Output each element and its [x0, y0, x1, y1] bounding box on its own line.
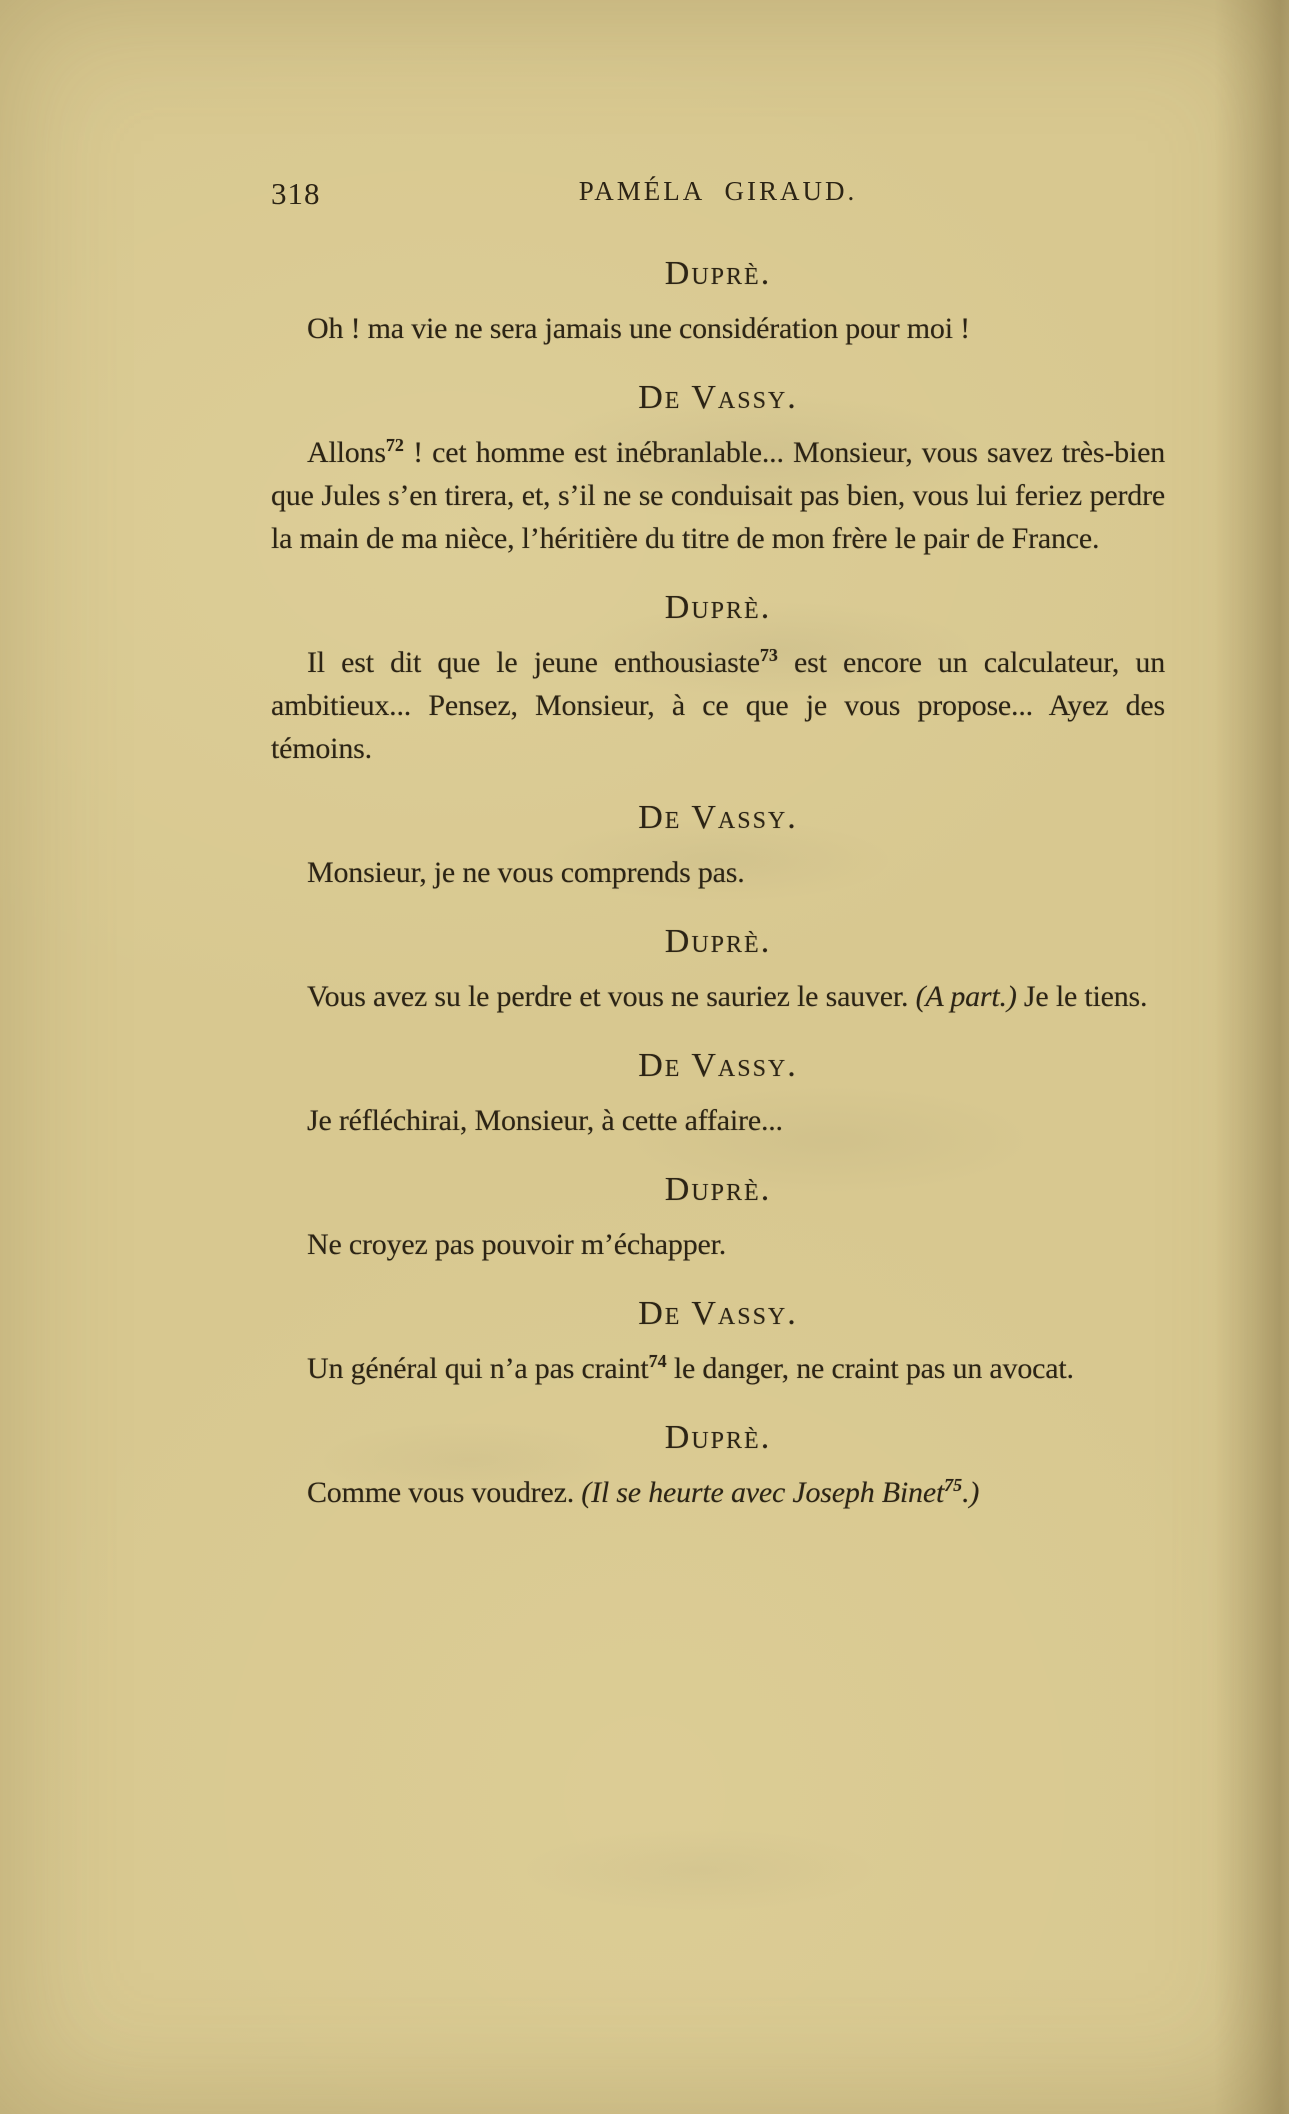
- dialogue-text: Monsieur, je ne vous comprends pas.: [307, 856, 745, 889]
- dialogue-text: Comme vous voudrez.: [307, 1476, 582, 1509]
- footnote-marker: 74: [648, 1351, 667, 1371]
- dialogue-text: Je le tiens.: [1016, 980, 1148, 1013]
- stage-direction: .): [962, 1476, 980, 1509]
- running-title: PAMÉLA GIRAUD.: [578, 176, 858, 206]
- dialogue-line: [271, 851, 1165, 894]
- dialogue-text: Je réfléchirai, Monsieur, à cette affaire...: [307, 1104, 783, 1137]
- speaker-name: Duprè.: [664, 255, 772, 292]
- dialogue-line: [271, 1347, 1165, 1390]
- dialogue-text: le danger, ne craint pas un avocat.: [666, 1352, 1074, 1385]
- dialogue-text: Vous avez su le perdre et vous ne sauriez le sauver.: [307, 980, 916, 1013]
- dialogue-text: Un général qui n’a pas craint: [307, 1352, 649, 1385]
- dialogue-text: Oh ! ma vie ne sera jamais une considération pour moi !: [307, 312, 970, 345]
- dialogue-block: [271, 252, 1165, 1514]
- speaker-name: Duprè.: [664, 923, 772, 960]
- speaker-name: De Vassy.: [638, 1047, 798, 1084]
- dialogue-line: [271, 1223, 1165, 1266]
- speaker-name: Duprè.: [664, 1171, 772, 1208]
- dialogue-text: Ne croyez pas pouvoir m’échapper.: [307, 1228, 727, 1261]
- dialogue-text: Il est dit que le jeune enthousiaste: [307, 646, 760, 679]
- stage-direction: (Il se heurte avec Joseph Binet: [581, 1476, 945, 1509]
- dialogue-line: [271, 307, 1165, 350]
- dialogue-line: [271, 1099, 1165, 1142]
- speaker-name: De Vassy.: [638, 799, 798, 836]
- dialogue-line: [271, 975, 1165, 1018]
- dialogue-text: est encore un calculateur, un ambitieux... Pensez, Monsieur, à ce que je vous propose... Ayez des témoins.: [271, 646, 1165, 765]
- running-head: [271, 176, 1165, 216]
- stage-direction: (A part.): [915, 980, 1017, 1013]
- speaker-name: Duprè.: [664, 1419, 772, 1456]
- dialogue-line: [271, 641, 1165, 770]
- dialogue-line: [271, 1471, 1165, 1514]
- dialogue-line: [271, 431, 1165, 560]
- footnote-marker: 75: [944, 1475, 963, 1495]
- speaker-name: Duprè.: [664, 589, 772, 626]
- footnote-marker: 72: [385, 435, 404, 455]
- speaker-name: De Vassy.: [638, 379, 798, 416]
- dialogue-text: ! cet homme est inébranlable... Monsieur, vous savez très-bien que Jules s’en tirera, et, s’il ne se conduisait pas bien, vous lui feriez perdre la main de ma nièce, l’héritière du titre de mon frère le pair de France.: [271, 436, 1165, 555]
- speaker-name: De Vassy.: [638, 1295, 798, 1332]
- page-number: 318: [271, 176, 321, 211]
- dialogue-text: Allons: [307, 436, 386, 469]
- footnote-marker: 73: [759, 645, 778, 665]
